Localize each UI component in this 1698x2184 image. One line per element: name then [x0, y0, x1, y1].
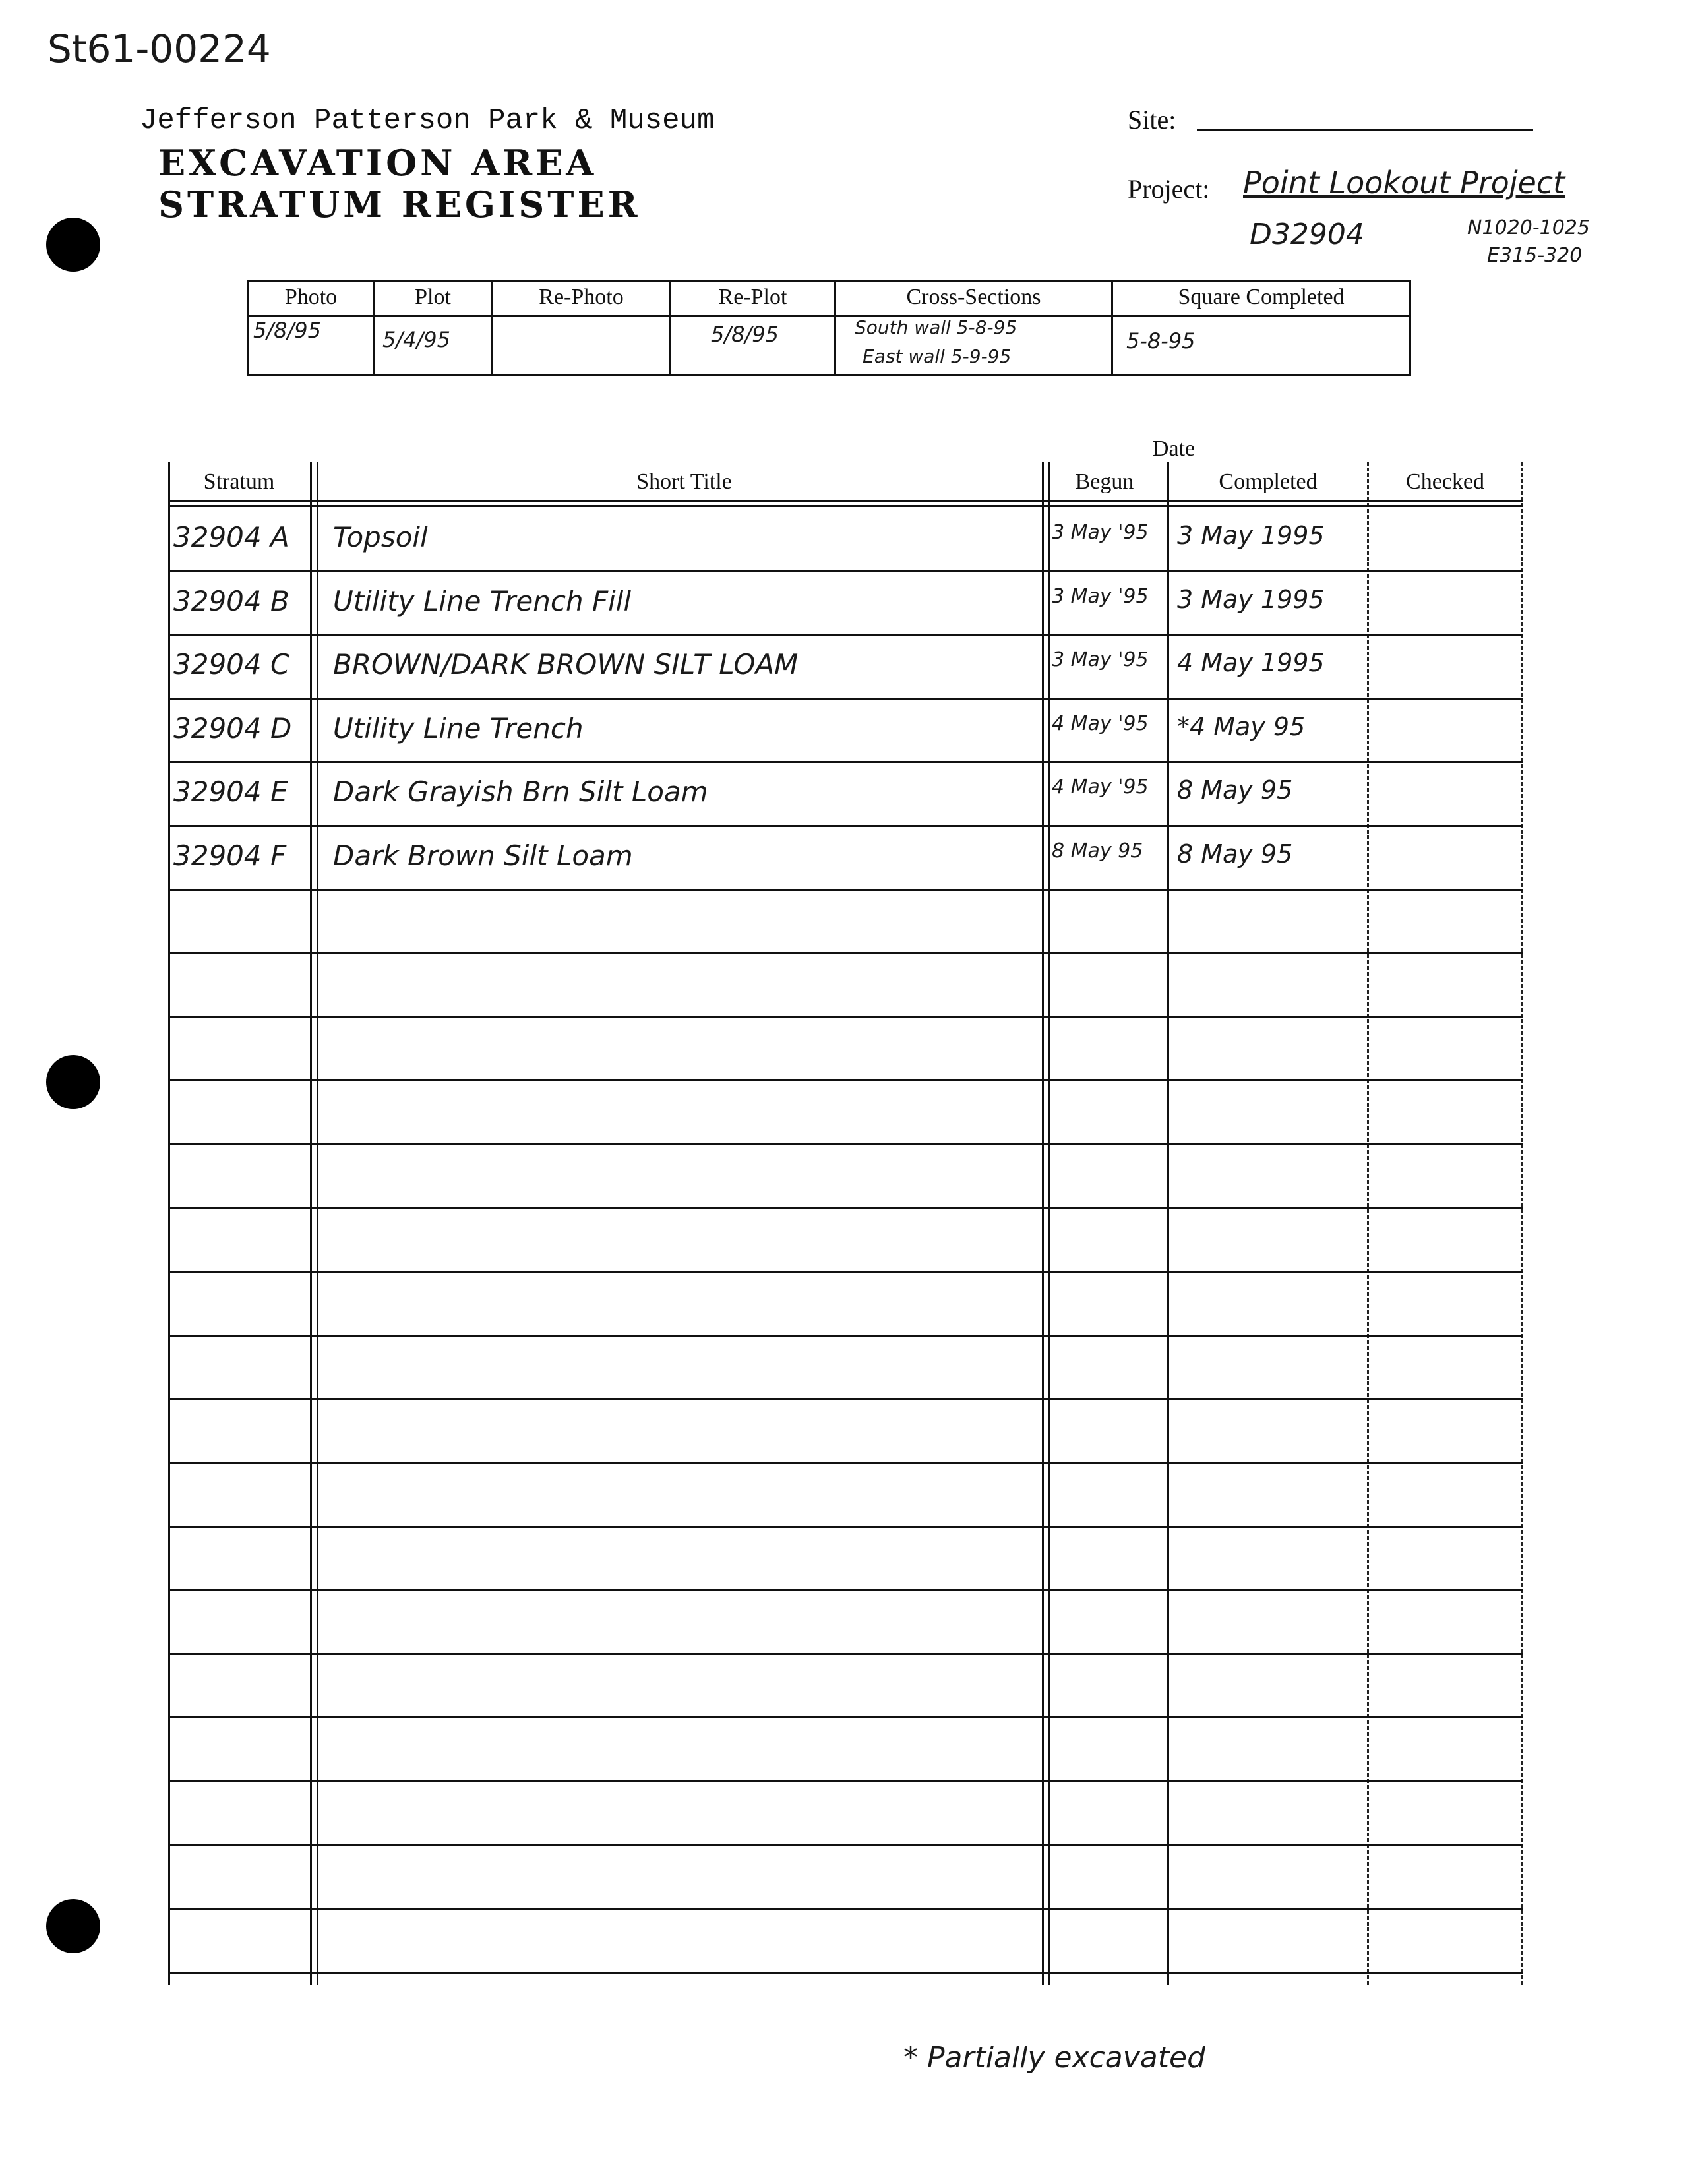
stratum-register-table	[168, 437, 1523, 1985]
header-rule-2	[168, 505, 1523, 507]
date-group-header: Date	[1152, 437, 1196, 461]
re-photo-column	[493, 282, 671, 374]
completed-header: Completed	[1219, 470, 1318, 494]
grid-coordinates-north: N1020-1025	[1467, 216, 1590, 239]
square-completed-column	[1113, 282, 1409, 374]
cross-section-south[interactable]: South wall 5-8-95	[855, 317, 1017, 338]
row-rule	[168, 1398, 1523, 1400]
stratum-divider-b	[317, 462, 318, 1985]
form-title-line1: EXCAVATION AREA	[158, 142, 597, 184]
short-title-cell[interactable]: Utility Line Trench Fill	[333, 584, 632, 617]
photo-value[interactable]: 5/8/95	[253, 318, 321, 343]
records-table	[247, 280, 1411, 376]
re-plot-header: Re-Plot	[718, 285, 787, 309]
row-rule	[168, 1207, 1523, 1209]
checked-right-border	[1521, 462, 1523, 1985]
row-rule	[168, 1079, 1523, 1081]
begun-cell[interactable]: 3 May '95	[1052, 521, 1149, 544]
plot-header: Plot	[415, 285, 451, 309]
cross-sections-column	[836, 282, 1113, 374]
row-rule	[168, 1716, 1523, 1718]
begun-divider	[1167, 462, 1169, 1985]
stratum-cell[interactable]: 32904 D	[173, 712, 292, 744]
row-rule	[168, 634, 1523, 636]
grid-coordinates-east: E315-320	[1487, 244, 1583, 267]
completed-cell[interactable]: 4 May 1995	[1177, 648, 1325, 678]
re-plot-column	[671, 282, 836, 374]
binder-hole-middle	[46, 1055, 100, 1109]
completed-cell[interactable]: 8 May 95	[1177, 839, 1293, 868]
row-rule	[168, 1908, 1523, 1910]
institution-name: Jefferson Patterson Park & Museum	[140, 104, 715, 137]
completed-divider	[1367, 462, 1369, 1985]
completed-cell[interactable]: 3 May 1995	[1177, 521, 1325, 550]
stratum-divider-a	[310, 462, 312, 1985]
short-title-cell[interactable]: Dark Grayish Brn Silt Loam	[333, 775, 708, 808]
short-title-cell[interactable]: BROWN/DARK BROWN SILT LOAM	[333, 648, 799, 681]
cross-sections-header: Cross-Sections	[906, 285, 1041, 309]
row-rule	[168, 825, 1523, 827]
row-rule	[168, 1526, 1523, 1528]
footnote: * Partially excavated	[903, 2041, 1206, 2075]
re-plot-value[interactable]: 5/8/95	[711, 322, 779, 347]
plot-value[interactable]: 5/4/95	[382, 327, 450, 352]
re-photo-header: Re-Photo	[539, 285, 624, 309]
short-title-cell[interactable]: Dark Brown Silt Loam	[333, 839, 633, 872]
binder-hole-top	[46, 218, 100, 272]
row-rule	[168, 952, 1523, 954]
stratum-left-border	[168, 462, 170, 1985]
begun-cell[interactable]: 4 May '95	[1052, 712, 1149, 735]
row-rule	[168, 1143, 1523, 1145]
stratum-header: Stratum	[203, 470, 275, 494]
stratum-cell[interactable]: 32904 C	[173, 648, 290, 681]
stratum-cell[interactable]: 32904 A	[173, 521, 289, 553]
title-divider-a	[1042, 462, 1044, 1985]
stratum-cell[interactable]: 32904 F	[173, 839, 287, 872]
row-rule	[168, 761, 1523, 763]
project-code: D32904	[1250, 218, 1364, 251]
site-label: Site:	[1128, 105, 1176, 135]
photo-header: Photo	[284, 285, 338, 309]
site-field[interactable]	[1197, 129, 1533, 131]
plot-column	[375, 282, 493, 374]
row-rule	[168, 1271, 1523, 1273]
row-rule	[168, 570, 1523, 572]
completed-cell[interactable]: *4 May 95	[1177, 712, 1306, 741]
begun-cell[interactable]: 4 May '95	[1052, 775, 1149, 799]
row-rule	[168, 1972, 1523, 1974]
completed-cell[interactable]: 8 May 95	[1177, 775, 1293, 805]
short-title-header: Short Title	[636, 470, 732, 494]
header-rule-1	[168, 500, 1523, 502]
begun-cell[interactable]: 3 May '95	[1052, 648, 1149, 672]
begun-cell[interactable]: 3 May '95	[1052, 584, 1149, 608]
cross-section-east[interactable]: East wall 5-9-95	[863, 346, 1012, 367]
project-value[interactable]: Point Lookout Project	[1243, 165, 1565, 200]
project-label: Project:	[1128, 174, 1210, 204]
form-title-line2: STRATUM REGISTER	[158, 183, 641, 226]
short-title-cell[interactable]: Utility Line Trench	[333, 712, 584, 744]
stratum-cell[interactable]: 32904 E	[173, 775, 288, 808]
document-id: St61-00224	[47, 26, 271, 71]
row-rule	[168, 1016, 1523, 1018]
begun-header: Begun	[1075, 470, 1134, 494]
square-completed-header: Square Completed	[1178, 285, 1345, 309]
row-rule	[168, 1653, 1523, 1655]
row-rule	[168, 1780, 1523, 1782]
short-title-cell[interactable]: Topsoil	[333, 521, 428, 553]
title-divider-b	[1048, 462, 1050, 1985]
square-completed-value[interactable]: 5-8-95	[1126, 328, 1196, 353]
row-rule	[168, 1844, 1523, 1846]
binder-hole-bottom	[46, 1899, 100, 1953]
row-rule	[168, 1335, 1523, 1337]
photo-column	[249, 282, 375, 374]
row-rule	[168, 698, 1523, 700]
row-rule	[168, 889, 1523, 891]
completed-cell[interactable]: 3 May 1995	[1177, 584, 1325, 614]
checked-header: Checked	[1406, 470, 1484, 494]
begun-cell[interactable]: 8 May 95	[1052, 839, 1143, 863]
stratum-cell[interactable]: 32904 B	[173, 584, 289, 617]
row-rule	[168, 1462, 1523, 1464]
row-rule	[168, 1589, 1523, 1591]
